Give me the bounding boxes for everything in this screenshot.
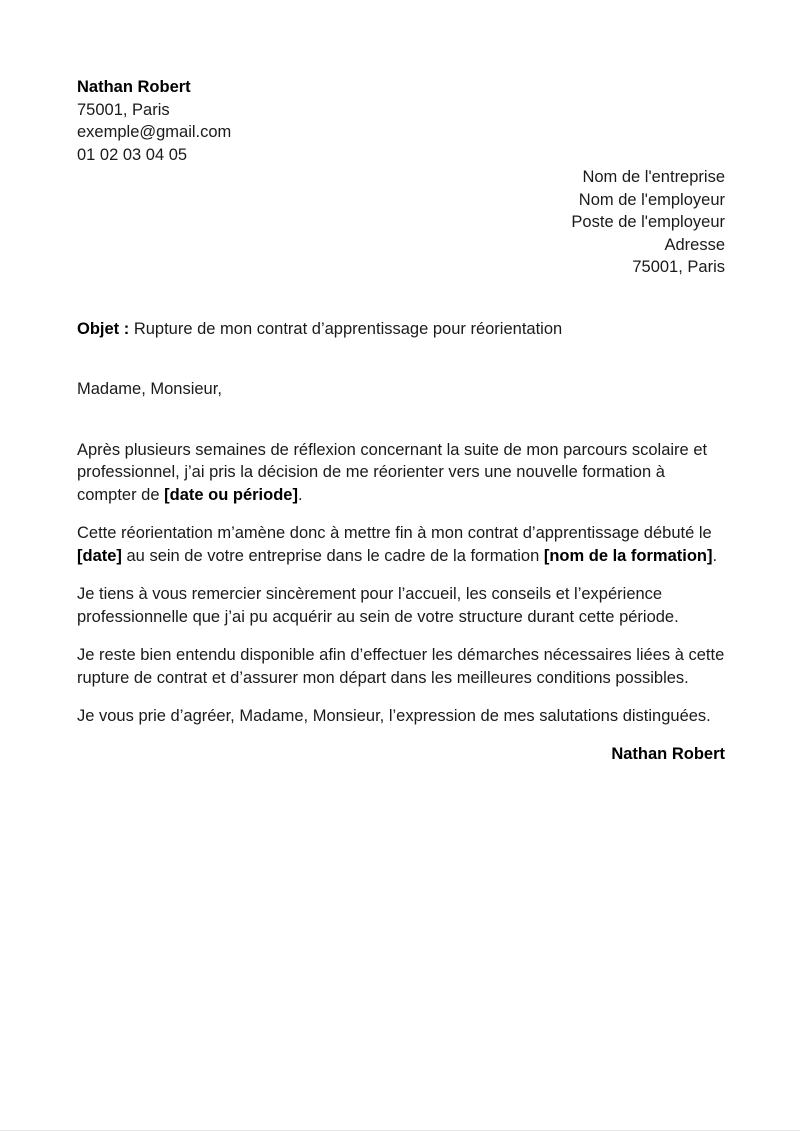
paragraph-4: Je reste bien entendu disponible afin d’effectuer les démarches nécessaires liées à cette rupture de contrat et d’assurer mon départ dans les meilleures conditions possibles.: [77, 646, 725, 687]
paragraph-2-middle: au sein de votre entreprise dans le cadre de la formation: [121, 546, 544, 565]
paragraph-2: [77, 522, 725, 567]
page-bottom-divider: [0, 1130, 800, 1131]
sender-block: [77, 76, 725, 166]
sender-city: 75001, Paris: [77, 100, 170, 119]
paragraph-1-text: Après plusieurs semaines de réflexion concernant la suite de mon parcours scolaire et professionnel, j’ai pris la décision de me réorienter vers une nouvelle formation à compter de: [77, 440, 708, 504]
subject-line: [77, 318, 725, 341]
paragraph-2-text: Cette réorientation m’amène donc à mettre fin à mon contrat d’apprentissage débuté le: [77, 524, 712, 542]
paragraph-5: Je vous prie d’agréer, Madame, Monsieur, l’expression de mes salutations distinguées.: [77, 707, 711, 725]
recipient-employer: Nom de l'employeur: [578, 190, 725, 209]
recipient-block: [77, 166, 725, 279]
recipient-address: Adresse: [664, 235, 725, 254]
training-name-placeholder: [nom de la formation]: [543, 546, 713, 565]
recipient-position: Poste de l'employeur: [571, 213, 725, 231]
paragraph-2-end: .: [712, 546, 718, 565]
recipient-company: Nom de l'entreprise: [582, 168, 725, 186]
sender-email: exemple@gmail.com: [77, 123, 232, 141]
paragraph-3: Je tiens à vous remercier sincèrement pour l’accueil, les conseils et l’expérience professionnelle que j’ai pu acquérir au sein de votre structure durant cette période.: [77, 585, 679, 626]
paragraph-1-end: .: [297, 485, 303, 504]
paragraph-1: [77, 439, 725, 507]
sender-name: Nathan Robert: [77, 78, 191, 96]
letter-page: [77, 76, 725, 765]
sender-phone: 01 02 03 04 05: [77, 145, 188, 164]
subject-text: Rupture de mon contrat d’apprentissage pour réorientation: [129, 319, 563, 338]
date-placeholder: [date]: [77, 546, 122, 565]
subject-label: Objet :: [77, 319, 130, 338]
date-period-placeholder: [date ou période]: [164, 485, 298, 504]
recipient-city: 75001, Paris: [632, 258, 725, 276]
letter-body: [77, 439, 725, 728]
signature: Nathan Robert: [611, 744, 725, 763]
greeting: Madame, Monsieur,: [77, 380, 222, 398]
